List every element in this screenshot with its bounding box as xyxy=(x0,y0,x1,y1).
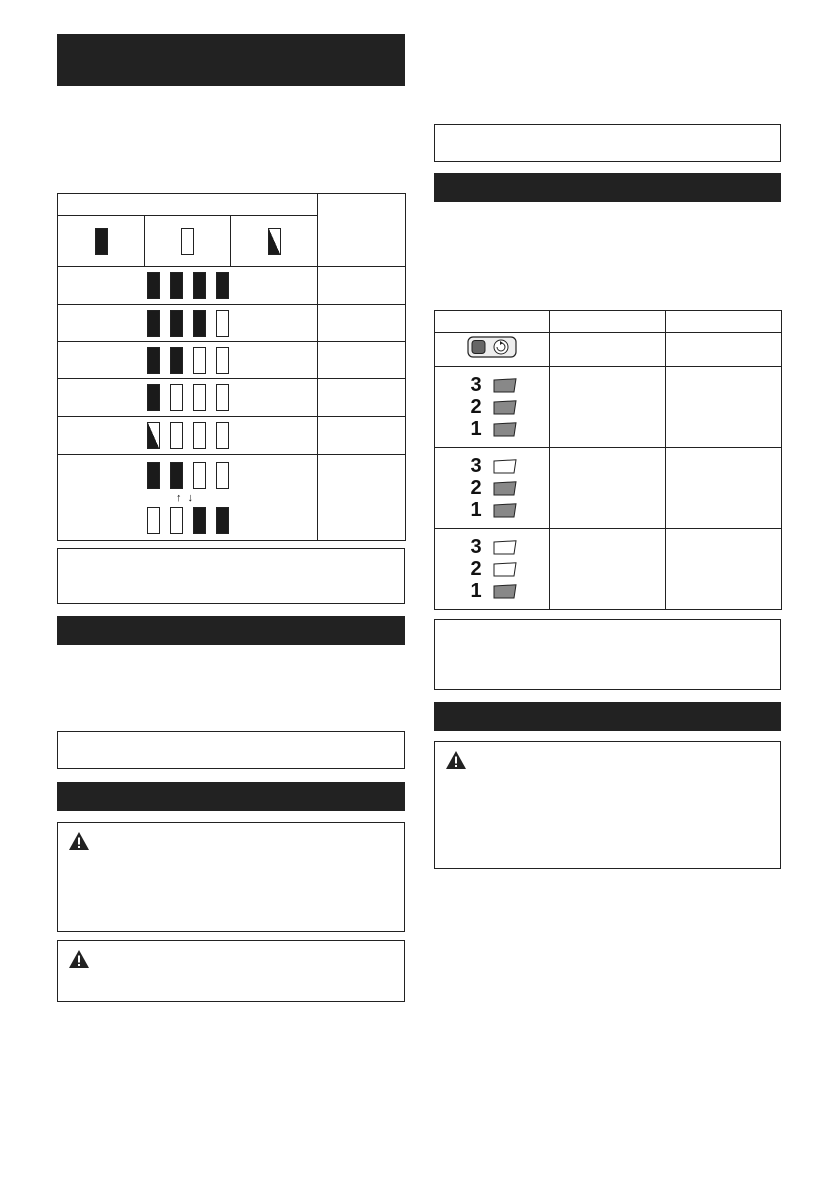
lamp-lit-icon xyxy=(95,228,108,255)
lamp-full-icon xyxy=(147,347,160,374)
battery-remaining-cell xyxy=(318,379,406,417)
alternate-arrows: ↑↓ xyxy=(176,491,199,504)
mode-table-cell xyxy=(666,448,782,529)
mode-table-header xyxy=(666,311,782,333)
level-lamp-lit-icon xyxy=(493,503,517,518)
lamp-full-icon xyxy=(193,507,206,534)
lamp-empty-icon xyxy=(216,384,229,411)
warning-box xyxy=(57,940,405,1002)
mode-table-cell xyxy=(666,529,782,610)
battery-lamps-cell xyxy=(58,417,318,455)
lamp-full-icon xyxy=(193,310,206,337)
mode-table-cell xyxy=(550,367,666,448)
lamp-full-icon xyxy=(170,272,183,299)
lamp-empty-icon xyxy=(193,347,206,374)
level-lamp-lit-icon xyxy=(493,400,517,415)
title-block xyxy=(57,34,405,86)
battery-remaining-cell xyxy=(318,267,406,305)
mode-table-cell xyxy=(550,448,666,529)
level-number: 3 xyxy=(470,535,482,558)
level-indicator-cell xyxy=(435,529,550,610)
lamp-full-icon xyxy=(170,310,183,337)
warning-triangle-icon xyxy=(68,831,90,851)
battery-lamps-cell xyxy=(58,379,318,417)
mode-table-header xyxy=(550,311,666,333)
lamp-full-icon xyxy=(147,272,160,299)
mode-table-cell xyxy=(666,333,782,367)
legend-off xyxy=(145,216,231,267)
lamp-empty-icon xyxy=(193,422,206,449)
level-item xyxy=(435,374,549,396)
lamp-empty-icon xyxy=(193,384,206,411)
lamp-blinking-icon xyxy=(268,228,281,255)
mode-table-header xyxy=(435,311,550,333)
level-number: 1 xyxy=(470,579,482,602)
level-item xyxy=(435,499,549,521)
battery-remaining-cell xyxy=(318,305,406,342)
level-item xyxy=(435,396,549,418)
level-number: 2 xyxy=(470,557,482,580)
level-lamp-lit-icon xyxy=(493,584,517,599)
lamp-full-icon xyxy=(170,347,183,374)
lamp-empty-icon xyxy=(216,462,229,489)
legend-lit xyxy=(58,216,145,267)
level-item xyxy=(435,455,549,477)
lamp-full-icon xyxy=(147,462,160,489)
battery-row xyxy=(58,305,406,342)
table-header-indicator xyxy=(58,194,318,216)
battery-lamps-cell xyxy=(58,342,318,379)
lamp-empty-icon xyxy=(170,384,183,411)
battery-lamps-cell xyxy=(58,267,318,305)
lamp-empty-icon xyxy=(216,347,229,374)
level-row xyxy=(435,367,782,448)
lamp-full-icon xyxy=(193,272,206,299)
warning-triangle-icon xyxy=(445,750,467,770)
lamp-empty-icon xyxy=(170,422,183,449)
level-lamp-off-icon xyxy=(493,562,517,577)
lamp-empty-icon xyxy=(216,310,229,337)
level-lamp-lit-icon xyxy=(493,481,517,496)
battery-indicator-table xyxy=(57,193,406,541)
mode-table xyxy=(434,310,782,610)
level-number: 2 xyxy=(470,395,482,418)
battery-row xyxy=(58,342,406,379)
level-number: 1 xyxy=(470,498,482,521)
mode-table-cell xyxy=(550,529,666,610)
warning-box xyxy=(434,741,781,869)
lamp-full-icon xyxy=(216,272,229,299)
battery-row xyxy=(58,417,406,455)
note-box xyxy=(57,731,405,769)
battery-row xyxy=(58,267,406,305)
section-heading-bar xyxy=(57,616,405,645)
legend-blinking xyxy=(231,216,318,267)
level-number: 1 xyxy=(470,417,482,440)
mode-button-icon xyxy=(467,336,517,358)
mode-table-cell xyxy=(550,333,666,367)
note-box xyxy=(57,548,405,604)
battery-row-alternating xyxy=(58,455,318,541)
lamp-empty-icon xyxy=(147,507,160,534)
lamp-empty-icon xyxy=(216,422,229,449)
lamp-full-icon xyxy=(147,384,160,411)
level-number: 3 xyxy=(470,373,482,396)
section-heading-bar xyxy=(434,173,781,202)
level-row xyxy=(435,529,782,610)
note-box xyxy=(434,124,781,162)
section-heading-bar xyxy=(57,782,405,811)
table-header-remaining xyxy=(318,194,406,267)
mode-button-cell xyxy=(435,333,550,367)
level-indicator-cell xyxy=(435,448,550,529)
lamp-full-icon xyxy=(170,462,183,489)
lamp-full-icon xyxy=(147,310,160,337)
battery-row xyxy=(58,379,406,417)
lamp-off-icon xyxy=(181,228,194,255)
battery-remaining-cell xyxy=(318,417,406,455)
lamp-half-icon xyxy=(147,422,160,449)
battery-remaining-cell xyxy=(318,342,406,379)
lamp-empty-icon xyxy=(193,462,206,489)
lamp-empty-icon xyxy=(170,507,183,534)
level-item xyxy=(435,580,549,602)
lamp-set-b xyxy=(58,507,317,534)
section-heading-bar xyxy=(434,702,781,731)
level-lamp-lit-icon xyxy=(493,422,517,437)
level-item xyxy=(435,477,549,499)
lamp-set-a xyxy=(58,462,317,489)
level-lamp-lit-icon xyxy=(493,378,517,393)
level-row xyxy=(435,448,782,529)
mode-table-cell xyxy=(666,367,782,448)
level-number: 3 xyxy=(470,454,482,477)
level-item xyxy=(435,418,549,440)
battery-lamps-cell xyxy=(58,305,318,342)
level-lamp-off-icon xyxy=(493,459,517,474)
lamp-full-icon xyxy=(216,507,229,534)
battery-remaining-cell xyxy=(318,455,406,541)
level-item xyxy=(435,536,549,558)
level-lamp-off-icon xyxy=(493,540,517,555)
level-item xyxy=(435,558,549,580)
note-box xyxy=(434,619,781,690)
level-number: 2 xyxy=(470,476,482,499)
level-indicator-cell xyxy=(435,367,550,448)
warning-box xyxy=(57,822,405,932)
warning-triangle-icon xyxy=(68,949,90,969)
